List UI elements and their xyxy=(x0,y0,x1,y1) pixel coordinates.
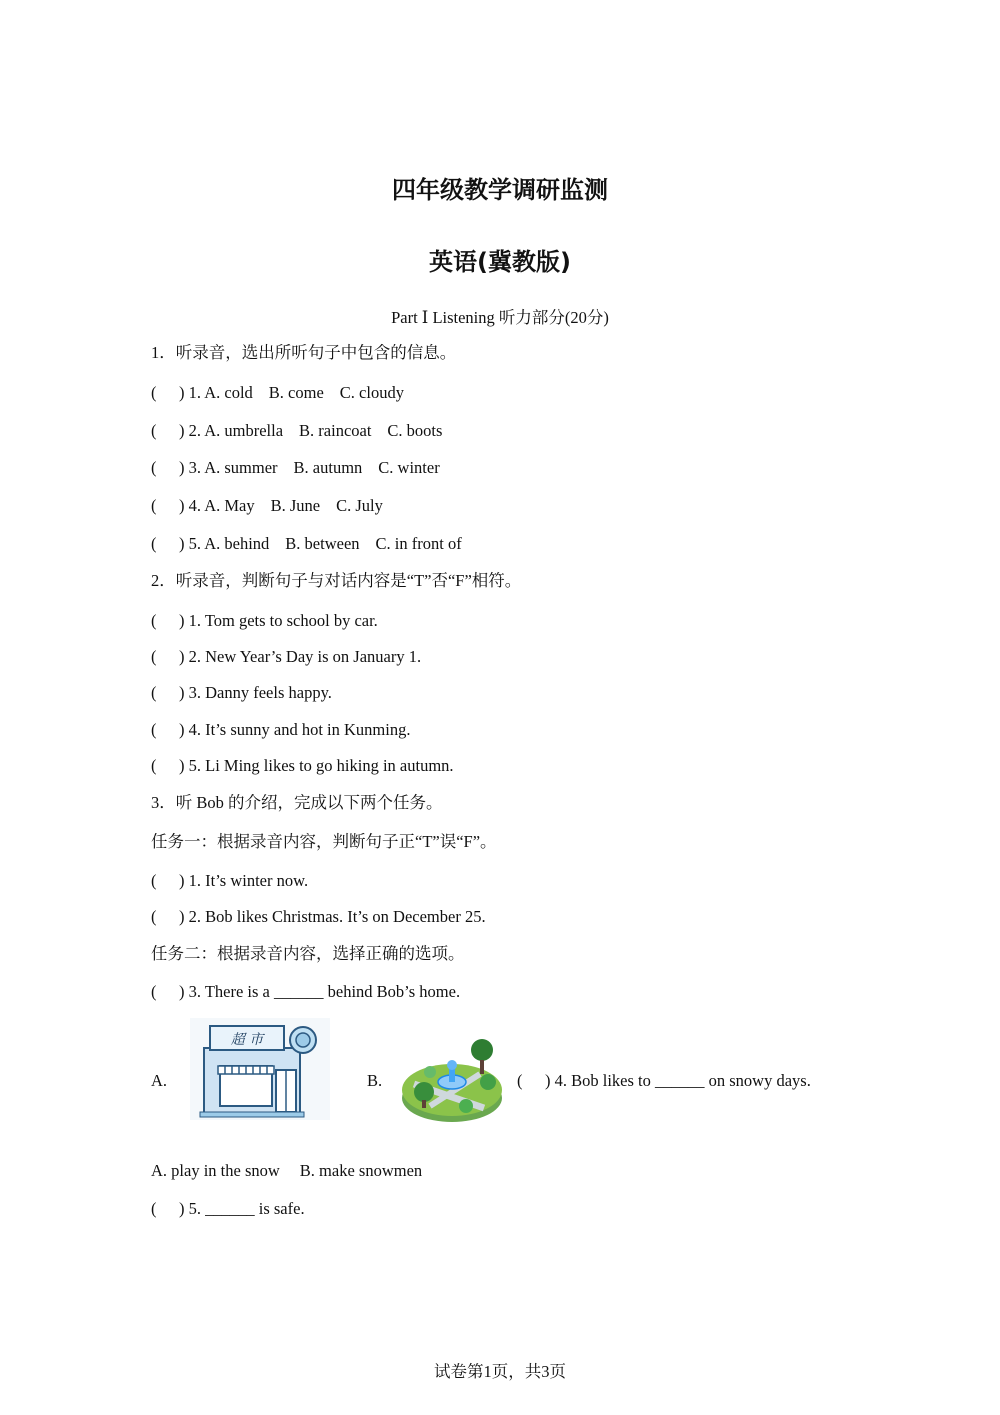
list-item: ( ) 5. A. behind B. between C. in front of xyxy=(151,534,462,553)
list-item: ( ) 3. Danny feels happy. xyxy=(151,683,332,702)
page-footer: 试卷第1页，共3页 xyxy=(434,1362,566,1381)
list-item: ( ) 2. New Year’s Day is on January 1. xyxy=(151,647,422,666)
page-subtitle: 英语(冀教版) xyxy=(429,248,571,276)
answer-paren: ( xyxy=(151,421,157,440)
option-a-label: A. xyxy=(151,1071,168,1090)
list-item: ( ) 4. Bob likes to ______ on snowy days. xyxy=(517,1071,811,1090)
q4-options: A. play in the snow B. make snowmen xyxy=(151,1161,423,1180)
answer-paren: ( xyxy=(151,496,157,515)
answer-paren: ( xyxy=(151,383,157,402)
list-item: ( ) 3. A. summer B. autumn C. winter xyxy=(151,458,440,477)
list-item: ( ) 5. Li Ming likes to go hiking in autumn. xyxy=(151,756,454,775)
option-b-label: B. xyxy=(367,1071,383,1090)
section2-instruction: 2．听录音，判断句子与对话内容是“T”否“F”相符。 xyxy=(151,571,522,590)
list-item: ( ) 1. Tom gets to school by car. xyxy=(151,611,378,630)
task1-instruction: 任务一：根据录音内容，判断句子正“T”误“F”。 xyxy=(151,832,497,851)
shop-sign: 超 市 xyxy=(230,1032,264,1048)
answer-paren: ( xyxy=(151,534,157,553)
section3-instruction: 3．听 Bob 的介绍，完成以下两个任务。 xyxy=(151,793,443,812)
list-item: ( ) 5. ______ is safe. xyxy=(151,1199,305,1218)
list-item: ( ) 2. A. umbrella B. raincoat C. boots xyxy=(151,421,443,440)
list-item: ( ) 1. It’s winter now. xyxy=(151,871,309,890)
list-item: ( ) 2. Bob likes Christmas. It’s on December 25. xyxy=(151,907,486,926)
supermarket-icon xyxy=(190,1018,330,1120)
page-title: 四年级教学调研监测 xyxy=(392,176,608,204)
answer-paren: ( xyxy=(151,458,157,477)
list-item: ( ) 3. There is a ______ behind Bob’s home. xyxy=(151,982,461,1001)
park-fountain-icon xyxy=(400,1036,506,1126)
list-item: ( ) 4. A. May B. June C. July xyxy=(151,496,383,515)
section1-instruction: 1．听录音，选出所听句子中包含的信息。 xyxy=(151,343,457,362)
list-item: ( ) 4. It’s sunny and hot in Kunming. xyxy=(151,720,411,739)
part-heading: Part Ⅰ Listening 听力部分(20分) xyxy=(391,308,609,327)
list-item: ( ) 1. A. cold B. come C. cloudy xyxy=(151,383,404,402)
task2-instruction: 任务二：根据录音内容，选择正确的选项。 xyxy=(151,944,465,963)
